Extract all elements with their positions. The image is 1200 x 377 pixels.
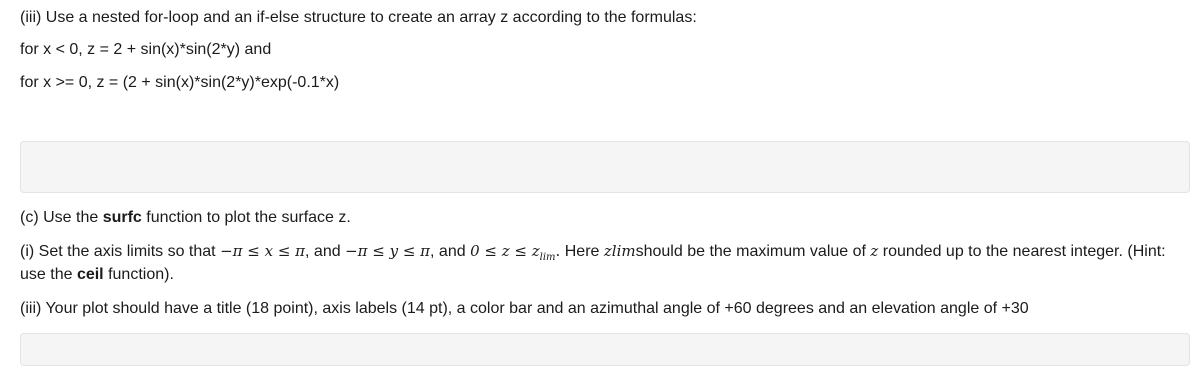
part-i-text-4: Here bbox=[560, 243, 604, 260]
formula-x-negative: for x < 0, z = 2 + sin(x)*sin(2*y) and bbox=[20, 41, 272, 58]
part-i-text-5: should be the maximum value of bbox=[635, 243, 871, 260]
part-c-instruction bbox=[20, 208, 351, 228]
z-range-period: . bbox=[555, 242, 561, 260]
part-i-text-2: , and bbox=[305, 243, 346, 260]
zlim-math: zlim bbox=[603, 242, 636, 260]
answer-box-2[interactable] bbox=[20, 333, 1190, 366]
part-i-line-1 bbox=[20, 241, 1166, 268]
y-range-math: −π ≤ y ≤ π bbox=[345, 242, 431, 260]
z-range-subscript: lim bbox=[539, 252, 556, 263]
part-i-text-1: (i) Set the axis limits so that bbox=[20, 243, 221, 260]
part-iii-plot-instruction: (iii) Your plot should have a title (18 point), axis labels (14 pt), a color bar and an azimuthal angle of +60 degrees and an elevation angle of +30 bbox=[20, 300, 1029, 317]
x-range-math: −π ≤ x ≤ π bbox=[220, 242, 306, 260]
z-math: z bbox=[870, 242, 879, 260]
part-i-text-6: rounded up to the nearest integer. (Hint: bbox=[878, 243, 1166, 260]
part-c-suffix: function to plot the surface z. bbox=[141, 209, 351, 226]
answer-box-1[interactable] bbox=[20, 141, 1190, 193]
part-i-line2-prefix: use the bbox=[20, 266, 77, 283]
z-range-math: 0 ≤ z ≤ z bbox=[470, 242, 540, 260]
part-c-function-name: surfc bbox=[102, 209, 142, 226]
formula-x-nonnegative: for x >= 0, z = (2 + sin(x)*sin(2*y)*exp(-0.1*x) bbox=[20, 74, 340, 91]
part-c-prefix: (c) Use the bbox=[20, 209, 103, 226]
part-i-line2-suffix: function). bbox=[103, 266, 174, 283]
part-iii-header: (iii) Use a nested for-loop and an if-else structure to create an array z according to the formulas: bbox=[20, 9, 697, 26]
part-i-line-2 bbox=[20, 265, 174, 285]
ceil-function-name: ceil bbox=[76, 266, 104, 283]
part-i-text-3: , and bbox=[430, 243, 471, 260]
